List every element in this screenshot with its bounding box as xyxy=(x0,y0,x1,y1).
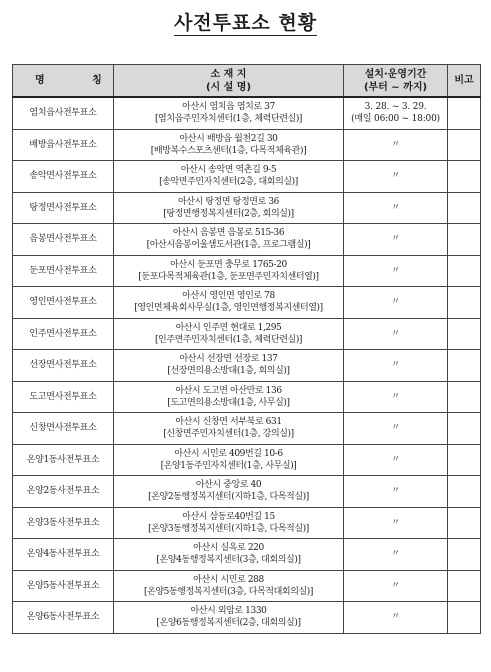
station-facility: [온양1동주민자치센터(1층, 사무실)] xyxy=(160,460,297,471)
period-line1: 〃 xyxy=(391,549,400,560)
station-name: 음봉면사전투표소 xyxy=(13,224,114,256)
station-address: 아산시 인주면 현대로 1,295 xyxy=(175,322,282,333)
station-address: 아산시 영인면 영인로 78 xyxy=(182,291,275,302)
header-location-line1: 소 재 지 xyxy=(210,68,247,80)
table-row xyxy=(13,507,481,539)
table-row xyxy=(13,287,481,319)
station-name: 영인면사전투표소 xyxy=(13,287,114,319)
station-period xyxy=(344,224,448,256)
table-row xyxy=(13,318,481,350)
table-row xyxy=(13,381,481,413)
station-period xyxy=(344,318,448,350)
station-note xyxy=(448,570,481,602)
station-period xyxy=(344,255,448,287)
header-location-line2: (시 설 명) xyxy=(205,81,252,93)
station-name: 온양2동사전투표소 xyxy=(13,476,114,508)
station-location xyxy=(114,444,344,476)
period-line1: 〃 xyxy=(391,297,400,308)
station-facility: [탕정면행정복지센터(2층, 회의실)] xyxy=(163,208,294,219)
station-facility: [송악면주민자치센터(2층, 대회의실)] xyxy=(159,177,298,188)
station-note xyxy=(448,602,481,634)
station-address: 아산시 삼동로40번길 15 xyxy=(182,511,275,522)
station-location xyxy=(114,97,344,129)
header-name: 명 칭 xyxy=(13,65,114,98)
station-location xyxy=(114,224,344,256)
station-name: 배방읍사전투표소 xyxy=(13,129,114,161)
table-row xyxy=(13,602,481,634)
period-line2: (매일 06:00 ~ 18:00) xyxy=(351,114,440,125)
station-period xyxy=(344,602,448,634)
station-note xyxy=(448,287,481,319)
station-name: 도고면사전투표소 xyxy=(13,381,114,413)
station-location xyxy=(114,476,344,508)
table-row xyxy=(13,476,481,508)
header-period-line2: (부터 ~ 까지) xyxy=(363,81,428,93)
station-address: 아산시 탕정면 탕정면로 36 xyxy=(178,196,279,207)
station-name: 온양4동사전투표소 xyxy=(13,539,114,571)
station-facility: [아산시음봉어울샘도서관(1층, 프로그램실)] xyxy=(146,240,311,251)
station-name: 온양3동사전투표소 xyxy=(13,507,114,539)
station-name: 신창면사전투표소 xyxy=(13,413,114,445)
station-address: 아산시 둔포면 충무로 1765-20 xyxy=(170,259,287,270)
station-address: 아산시 도고면 아산만로 136 xyxy=(175,385,282,396)
station-period xyxy=(344,129,448,161)
header-location xyxy=(114,65,344,98)
header-note: 비고 xyxy=(448,65,481,98)
period-line1: 〃 xyxy=(391,612,400,623)
station-address: 아산시 송악면 역촌길 9-5 xyxy=(180,165,277,176)
station-facility: [배방복수스포츠센터(1층, 다목적체육관)] xyxy=(150,145,307,156)
station-name: 온양6동사전투표소 xyxy=(13,602,114,634)
station-facility: [둔포다목적체육관(1층, 둔포면주민자치센터열)] xyxy=(138,271,319,282)
station-location xyxy=(114,507,344,539)
station-facility: [도고면의용소방대(1층, 사무실)] xyxy=(167,397,290,408)
station-period xyxy=(344,444,448,476)
station-period xyxy=(344,476,448,508)
station-location xyxy=(114,570,344,602)
station-name: 온양1동사전투표소 xyxy=(13,444,114,476)
table-row xyxy=(13,539,481,571)
period-line1: 〃 xyxy=(391,328,400,339)
period-line1: 〃 xyxy=(391,517,400,528)
period-line1: 〃 xyxy=(391,265,400,276)
station-note xyxy=(448,444,481,476)
station-location xyxy=(114,129,344,161)
station-period xyxy=(344,381,448,413)
station-name: 송악면사전투표소 xyxy=(13,161,114,193)
station-name: 염치읍사전투표소 xyxy=(13,97,114,129)
station-facility: [영인면체육회사무실(1층, 영인면행정복지센터열)] xyxy=(134,303,323,314)
station-period xyxy=(344,350,448,382)
period-line1: 〃 xyxy=(391,580,400,591)
title-container xyxy=(0,12,491,36)
station-facility: [온양4동행정복지센터(3층, 대회의실)] xyxy=(156,555,301,566)
table-row xyxy=(13,224,481,256)
station-note xyxy=(448,507,481,539)
station-period xyxy=(344,539,448,571)
station-note xyxy=(448,381,481,413)
station-location xyxy=(114,381,344,413)
station-facility: [온양6동행정복지센터(2층, 대회의실)] xyxy=(156,618,301,629)
period-line1: 〃 xyxy=(391,234,400,245)
station-address: 아산시 음봉면 음봉로 515-36 xyxy=(172,228,285,239)
station-note xyxy=(448,350,481,382)
station-address: 아산시 시민로 288 xyxy=(193,574,264,585)
station-address: 아산시 중앙로 40 xyxy=(195,480,262,491)
table-row xyxy=(13,444,481,476)
station-note xyxy=(448,161,481,193)
station-period xyxy=(344,570,448,602)
station-note xyxy=(448,255,481,287)
station-location xyxy=(114,318,344,350)
station-location xyxy=(114,539,344,571)
header-period xyxy=(344,65,448,98)
station-note xyxy=(448,97,481,129)
table-row xyxy=(13,192,481,224)
table-row xyxy=(13,255,481,287)
table-header-row xyxy=(13,65,481,98)
station-note xyxy=(448,476,481,508)
station-location xyxy=(114,413,344,445)
station-location xyxy=(114,602,344,634)
period-line1: 〃 xyxy=(391,423,400,434)
period-line1: 〃 xyxy=(391,139,400,150)
period-line1: 〃 xyxy=(391,202,400,213)
station-location xyxy=(114,161,344,193)
polling-station-table xyxy=(12,64,481,634)
station-address: 아산시 실옥로 220 xyxy=(193,543,264,554)
table-row xyxy=(13,129,481,161)
table-row xyxy=(13,97,481,129)
table-row xyxy=(13,413,481,445)
station-facility: [온양5동행정복지센터(3층, 다목적대회의실)] xyxy=(143,586,314,597)
period-line1: 〃 xyxy=(391,486,400,497)
station-note xyxy=(448,224,481,256)
station-address: 아산시 배방읍 월천2길 30 xyxy=(179,133,278,144)
station-location xyxy=(114,255,344,287)
station-facility: [인주면주민자치센터(1층, 체력단련실)] xyxy=(154,334,303,345)
station-name: 선장면사전투표소 xyxy=(13,350,114,382)
station-location xyxy=(114,192,344,224)
period-line1: 〃 xyxy=(391,171,400,182)
header-period-line1: 설치·운영기간 xyxy=(364,68,427,80)
station-period xyxy=(344,413,448,445)
station-location xyxy=(114,350,344,382)
station-period xyxy=(344,97,448,129)
station-note xyxy=(448,192,481,224)
station-facility: [선장면의용소방대(1층, 회의실)] xyxy=(167,366,290,377)
station-facility: [염치읍주민자치센터(1층, 체력단련실)] xyxy=(154,114,303,125)
station-period xyxy=(344,287,448,319)
station-address: 아산시 외암로 1330 xyxy=(190,606,267,617)
station-name: 인주면사전투표소 xyxy=(13,318,114,350)
period-line1: 〃 xyxy=(391,360,400,371)
station-note xyxy=(448,539,481,571)
page-title: 사전투표소 현황 xyxy=(173,12,318,34)
station-facility: [온양2동행정복지센터(지하1층, 다목적실)] xyxy=(148,492,309,503)
station-address: 아산시 신창면 서부북로 631 xyxy=(175,417,282,428)
period-line1: 〃 xyxy=(391,391,400,402)
period-line1: 〃 xyxy=(391,454,400,465)
station-address: 아산시 시민로 409번길 10-6 xyxy=(174,448,283,459)
station-period xyxy=(344,192,448,224)
station-note xyxy=(448,413,481,445)
station-period xyxy=(344,507,448,539)
station-name: 탕정면사전투표소 xyxy=(13,192,114,224)
station-period xyxy=(344,161,448,193)
station-note xyxy=(448,318,481,350)
station-note xyxy=(448,129,481,161)
station-facility: [온양3동행정복지센터(지하1층, 다목적실)] xyxy=(148,523,309,534)
station-name: 온양5동사전투표소 xyxy=(13,570,114,602)
table-row xyxy=(13,570,481,602)
table-row xyxy=(13,350,481,382)
station-location xyxy=(114,287,344,319)
period-line1: 3. 28. ~ 3. 29. xyxy=(364,102,427,113)
station-facility: [신창면주민자치센터(1층, 강의실)] xyxy=(163,429,294,440)
station-name: 둔포면사전투표소 xyxy=(13,255,114,287)
station-address: 아산시 염치읍 염치로 37 xyxy=(182,102,275,113)
station-address: 아산시 선장면 선장로 137 xyxy=(179,354,278,365)
table-row xyxy=(13,161,481,193)
